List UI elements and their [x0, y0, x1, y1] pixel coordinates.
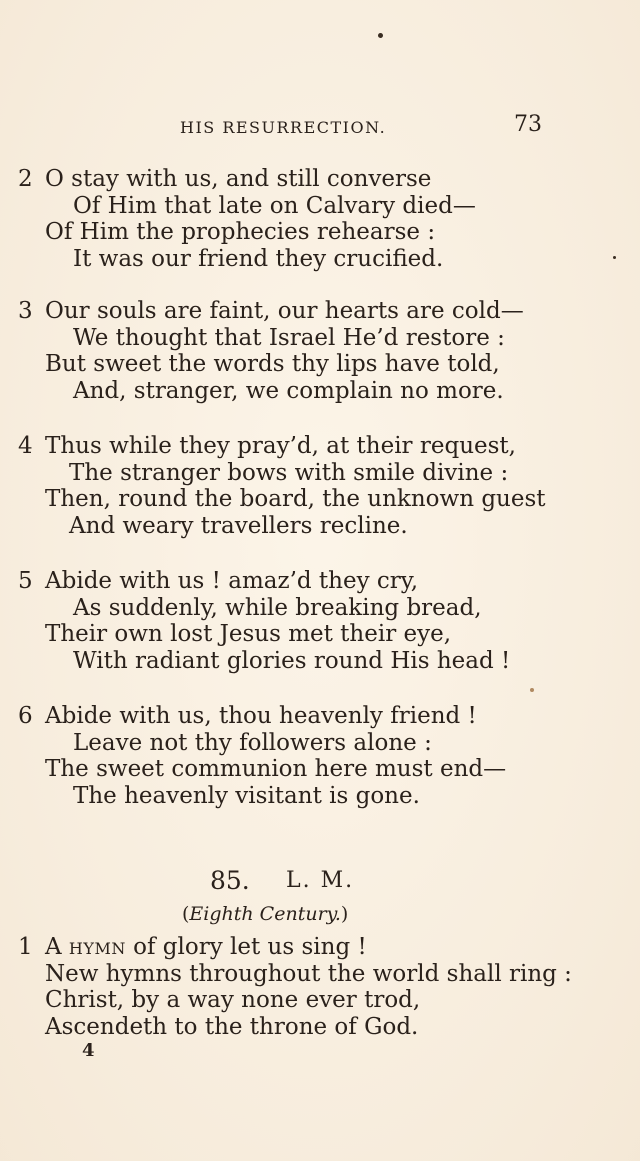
source-text: Eighth Century. — [189, 903, 341, 925]
verse-line: Leave not thy followers alone : — [73, 730, 432, 756]
verse-line: Our souls are faint, our hearts are cold— — [45, 298, 524, 324]
verse-line: Then, round the board, the unknown guest — [45, 486, 546, 512]
verse-line: O stay with us, and still converse — [45, 166, 432, 192]
first-line-start: A — [45, 934, 69, 960]
page-number: 73 — [514, 112, 542, 137]
verse-line: And weary travellers recline. — [69, 513, 408, 539]
verse-line: Abide with us, thou heavenly friend ! — [45, 703, 477, 729]
verse-line: It was our friend they crucified. — [73, 246, 444, 272]
stanza-number: 2 — [18, 166, 33, 192]
verse-line: The sweet communion here must end— — [45, 756, 507, 782]
verse-line: The heavenly visitant is gone. — [73, 783, 420, 809]
verse-line: The stranger bows with smile divine : — [69, 460, 509, 486]
verse-line: New hymns throughout the world shall ring : — [45, 961, 572, 987]
running-head: HIS RESURRECTION. — [180, 118, 387, 137]
verse-line — [45, 936, 367, 959]
paper-spot — [530, 688, 534, 692]
verse-line: Thus while they pray’d, at their request, — [45, 433, 516, 459]
verse-line: As suddenly, while breaking bread, — [73, 595, 482, 621]
hymn-source — [182, 903, 348, 925]
verse-line: Of Him the prophecies rehearse : — [45, 219, 436, 245]
stanza-number: 4 — [18, 433, 33, 459]
verse-line: With radiant glories round His head ! — [73, 648, 511, 674]
ink-speck — [378, 33, 383, 38]
source-paren-open: ( — [182, 903, 190, 925]
source-paren-close: ) — [340, 903, 349, 925]
verse-line: Christ, by a way none ever trod, — [45, 987, 421, 1013]
first-line-end: of glory let us sing ! — [125, 934, 367, 960]
ink-speck — [613, 256, 616, 259]
verse-line: We thought that Israel He’d restore : — [73, 325, 505, 351]
stanza-number: 3 — [18, 298, 33, 324]
verse-line: And, stranger, we complain no more. — [73, 378, 504, 404]
verse-line: But sweet the words thy lips have told, — [45, 351, 500, 377]
verse-line: Their own lost Jesus met their eye, — [45, 621, 452, 647]
stanza-number: 6 — [18, 703, 33, 729]
verse-line: Of Him that late on Calvary died— — [73, 193, 476, 219]
signature-mark: 4 — [82, 1040, 95, 1061]
verse-line: Abide with us ! amaz’d they cry, — [45, 568, 419, 594]
stanza-number: 1 — [18, 934, 33, 960]
first-line-smallcaps: hymn — [68, 934, 126, 960]
hymn-meter: L. M. — [286, 868, 355, 893]
stanza-number: 5 — [18, 568, 33, 594]
verse-line: Ascendeth to the throne of God. — [45, 1014, 419, 1040]
hymn-number: 85. — [210, 866, 250, 895]
